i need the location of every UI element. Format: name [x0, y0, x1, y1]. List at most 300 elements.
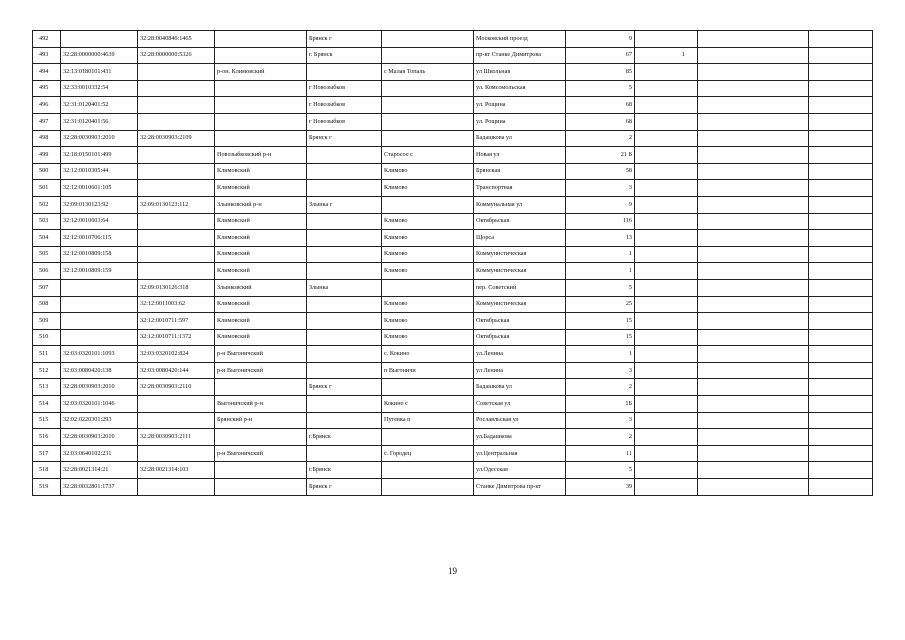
row-number-cell: 515 — [33, 412, 61, 429]
table-row — [33, 246, 873, 263]
street-cell: Рославльская ул — [474, 412, 566, 429]
extra-3-cell — [809, 80, 873, 97]
district-cell: р-н Выгоничский — [215, 346, 307, 363]
street-cell: ул.Ленина — [474, 346, 566, 363]
house-number-cell: 15 — [566, 313, 635, 330]
table-row — [33, 163, 873, 180]
row-number-cell: 495 — [33, 80, 61, 97]
cadastral-number-cell — [61, 279, 138, 296]
extra-3-cell — [809, 296, 873, 313]
cadastral-number-2-cell — [138, 396, 215, 413]
street-cell: Коммунальная ул — [474, 196, 566, 213]
cadastral-number-2-cell — [138, 479, 215, 496]
cadastral-number-2-cell: 32:12:0010711:597 — [138, 313, 215, 330]
cadastral-number-cell: 32:12:0010603:64 — [61, 213, 138, 230]
cadastral-number-2-cell — [138, 445, 215, 462]
extra-3-cell — [809, 213, 873, 230]
extra-2-cell — [698, 246, 809, 263]
city-cell — [307, 412, 382, 429]
extra-2-cell — [698, 279, 809, 296]
city-cell: г Новозыбков — [307, 80, 382, 97]
row-number-cell: 511 — [33, 346, 61, 363]
property-table — [32, 30, 873, 496]
extra-1-cell — [635, 196, 698, 213]
street-cell: ул Ленина — [474, 362, 566, 379]
extra-1-cell — [635, 64, 698, 81]
row-number-cell: 508 — [33, 296, 61, 313]
extra-2-cell — [698, 147, 809, 164]
cadastral-number-2-cell — [138, 163, 215, 180]
extra-1-cell — [635, 445, 698, 462]
district-cell: Новозыбковский р-н — [215, 147, 307, 164]
extra-3-cell — [809, 379, 873, 396]
city-cell: г.Брянск — [307, 429, 382, 446]
street-cell: Транспортная — [474, 180, 566, 197]
district-cell: Климовский — [215, 329, 307, 346]
settlement-cell: Путевка п — [382, 412, 474, 429]
extra-1-cell — [635, 113, 698, 130]
cadastral-number-2-cell: 32:09:0130126:318 — [138, 279, 215, 296]
settlement-cell: Климово — [382, 263, 474, 280]
city-cell: г Новозыбков — [307, 97, 382, 114]
row-number-cell: 514 — [33, 396, 61, 413]
city-cell — [307, 362, 382, 379]
extra-3-cell — [809, 31, 873, 48]
district-cell: Климовский — [215, 246, 307, 263]
extra-1-cell — [635, 246, 698, 263]
city-cell: Злынка — [307, 279, 382, 296]
extra-2-cell — [698, 429, 809, 446]
extra-3-cell — [809, 130, 873, 147]
table-row — [33, 97, 873, 114]
house-number-cell: 25 — [566, 296, 635, 313]
cadastral-number-cell: 32:12:0010601:105 — [61, 180, 138, 197]
district-cell — [215, 80, 307, 97]
street-cell: Коммунистическая — [474, 296, 566, 313]
extra-3-cell — [809, 362, 873, 379]
street-cell: ул. Рощина — [474, 113, 566, 130]
settlement-cell: с. Кокино — [382, 346, 474, 363]
city-cell — [307, 346, 382, 363]
city-cell: г. Брянск — [307, 47, 382, 64]
cadastral-number-2-cell — [138, 230, 215, 247]
extra-2-cell — [698, 196, 809, 213]
district-cell: Климовский — [215, 180, 307, 197]
settlement-cell: Климово — [382, 246, 474, 263]
extra-2-cell — [698, 379, 809, 396]
row-number-cell: 507 — [33, 279, 61, 296]
street-cell: Октябрьская — [474, 213, 566, 230]
row-number-cell: 518 — [33, 462, 61, 479]
extra-3-cell — [809, 429, 873, 446]
settlement-cell — [382, 479, 474, 496]
settlement-cell: с Малая Топаль — [382, 64, 474, 81]
street-cell: Октябрьская — [474, 329, 566, 346]
settlement-cell — [382, 31, 474, 48]
extra-2-cell — [698, 479, 809, 496]
street-cell: Коммунистическая — [474, 246, 566, 263]
cadastral-number-cell: 32:03:0080420:138 — [61, 362, 138, 379]
cadastral-number-cell: 32:28:0030903:2010 — [61, 130, 138, 147]
extra-2-cell — [698, 412, 809, 429]
cadastral-number-cell: 32:02:0220301:293 — [61, 412, 138, 429]
settlement-cell: Кокино с — [382, 396, 474, 413]
district-cell: Климовский — [215, 296, 307, 313]
extra-2-cell — [698, 31, 809, 48]
cadastral-number-cell: 32:28:0021314:21 — [61, 462, 138, 479]
extra-2-cell — [698, 64, 809, 81]
extra-1-cell — [635, 130, 698, 147]
cadastral-number-2-cell — [138, 80, 215, 97]
district-cell — [215, 479, 307, 496]
extra-3-cell — [809, 147, 873, 164]
extra-3-cell — [809, 196, 873, 213]
cadastral-number-cell: 32:28:0030903:2010 — [61, 429, 138, 446]
table-body — [33, 31, 873, 496]
street-cell: Станке Димитрова пр-кт — [474, 479, 566, 496]
district-cell: Климовский — [215, 230, 307, 247]
cadastral-number-cell: 32:31:0120401:56 — [61, 113, 138, 130]
row-number-cell: 500 — [33, 163, 61, 180]
district-cell — [215, 429, 307, 446]
table-row — [33, 213, 873, 230]
cadastral-number-2-cell: 32:03:0320102:824 — [138, 346, 215, 363]
extra-3-cell — [809, 64, 873, 81]
cadastral-number-cell: 32:12:0010809:159 — [61, 263, 138, 280]
cadastral-number-cell — [61, 313, 138, 330]
house-number-cell: 9 — [566, 196, 635, 213]
city-cell: Брянск г — [307, 479, 382, 496]
row-number-cell: 493 — [33, 47, 61, 64]
extra-1-cell — [635, 313, 698, 330]
house-number-cell: 1 — [566, 263, 635, 280]
settlement-cell — [382, 279, 474, 296]
extra-1-cell — [635, 329, 698, 346]
extra-3-cell — [809, 246, 873, 263]
house-number-cell: 15 — [566, 329, 635, 346]
cadastral-number-2-cell: 32:12:0010711:1372 — [138, 329, 215, 346]
house-number-cell: 68 — [566, 113, 635, 130]
row-number-cell: 505 — [33, 246, 61, 263]
extra-3-cell — [809, 412, 873, 429]
house-number-cell: 13 — [566, 230, 635, 247]
extra-1-cell — [635, 180, 698, 197]
district-cell — [215, 97, 307, 114]
table-row — [33, 279, 873, 296]
cadastral-number-2-cell — [138, 147, 215, 164]
table-row — [33, 230, 873, 247]
extra-1-cell — [635, 279, 698, 296]
table-row — [33, 379, 873, 396]
extra-1-cell — [635, 263, 698, 280]
extra-1-cell — [635, 230, 698, 247]
cadastral-number-cell: 32:28:0032801:1737 — [61, 479, 138, 496]
settlement-cell — [382, 196, 474, 213]
table-row — [33, 396, 873, 413]
city-cell: Злынка г — [307, 196, 382, 213]
extra-1-cell — [635, 396, 698, 413]
extra-3-cell — [809, 313, 873, 330]
table-row — [33, 445, 873, 462]
settlement-cell: Климово — [382, 230, 474, 247]
house-number-cell: 5 — [566, 462, 635, 479]
house-number-cell: 21 Б — [566, 147, 635, 164]
extra-2-cell — [698, 296, 809, 313]
city-cell: Брянск г — [307, 130, 382, 147]
cadastral-number-cell: 32:03:0320101:1093 — [61, 346, 138, 363]
table-row — [33, 263, 873, 280]
settlement-cell — [382, 130, 474, 147]
extra-3-cell — [809, 462, 873, 479]
cadastral-number-2-cell: 32:03:0080420:144 — [138, 362, 215, 379]
extra-1-cell — [635, 80, 698, 97]
district-cell — [215, 47, 307, 64]
city-cell: Брянск г — [307, 31, 382, 48]
row-number-cell: 513 — [33, 379, 61, 396]
table-row — [33, 296, 873, 313]
table-row — [33, 80, 873, 97]
street-cell: Бадашкова ул — [474, 379, 566, 396]
cadastral-number-cell: 32:12:0010706:115 — [61, 230, 138, 247]
cadastral-number-2-cell: 32:28:0030903:2111 — [138, 429, 215, 446]
district-cell — [215, 130, 307, 147]
extra-2-cell — [698, 80, 809, 97]
extra-2-cell — [698, 163, 809, 180]
cadastral-number-2-cell: 32:28:0030903:2110 — [138, 379, 215, 396]
cadastral-number-cell: 32:28:0000000:4639 — [61, 47, 138, 64]
district-cell — [215, 379, 307, 396]
cadastral-number-cell: 32:28:0030903:2010 — [61, 379, 138, 396]
table-row — [33, 31, 873, 48]
house-number-cell: 68 — [566, 97, 635, 114]
table-row — [33, 130, 873, 147]
house-number-cell: 85 — [566, 64, 635, 81]
city-cell — [307, 147, 382, 164]
table-row — [33, 329, 873, 346]
row-number-cell: 502 — [33, 196, 61, 213]
district-cell: р-н Выгоничский — [215, 445, 307, 462]
cadastral-number-cell: 32:12:0010305:44 — [61, 163, 138, 180]
city-cell — [307, 213, 382, 230]
row-number-cell: 501 — [33, 180, 61, 197]
street-cell: пр-кт Станке Димитрова — [474, 47, 566, 64]
settlement-cell: Климово — [382, 296, 474, 313]
settlement-cell — [382, 462, 474, 479]
row-number-cell: 497 — [33, 113, 61, 130]
extra-1-cell — [635, 31, 698, 48]
extra-2-cell — [698, 180, 809, 197]
street-cell: Щорса — [474, 230, 566, 247]
extra-1-cell — [635, 147, 698, 164]
street-cell: Московский проезд — [474, 31, 566, 48]
house-number-cell: 58 — [566, 163, 635, 180]
cadastral-number-cell: 32:31:0120401:52 — [61, 97, 138, 114]
settlement-cell: п Выгоничи — [382, 362, 474, 379]
row-number-cell: 499 — [33, 147, 61, 164]
table-row — [33, 313, 873, 330]
table-row — [33, 429, 873, 446]
cadastral-number-2-cell — [138, 412, 215, 429]
district-cell: р-он. Климовский — [215, 64, 307, 81]
district-cell: Климовский — [215, 263, 307, 280]
cadastral-number-2-cell: 32:28:0000000:5326 — [138, 47, 215, 64]
cadastral-number-cell — [61, 31, 138, 48]
table-row — [33, 47, 873, 64]
extra-1-cell — [635, 97, 698, 114]
street-cell: Брянская — [474, 163, 566, 180]
street-cell: пер. Советский — [474, 279, 566, 296]
street-cell: ул. Рощина — [474, 97, 566, 114]
extra-3-cell — [809, 230, 873, 247]
house-number-cell: 1 — [566, 246, 635, 263]
settlement-cell — [382, 97, 474, 114]
extra-3-cell — [809, 47, 873, 64]
cadastral-number-2-cell: 32:28:0040846:1465 — [138, 31, 215, 48]
district-cell: Климовский — [215, 163, 307, 180]
district-cell: Выгоничский р-н — [215, 396, 307, 413]
district-cell: Климовский — [215, 213, 307, 230]
row-number-cell: 519 — [33, 479, 61, 496]
cadastral-number-cell — [61, 296, 138, 313]
house-number-cell: 3 — [566, 180, 635, 197]
row-number-cell: 498 — [33, 130, 61, 147]
table-row — [33, 362, 873, 379]
extra-3-cell — [809, 263, 873, 280]
row-number-cell: 504 — [33, 230, 61, 247]
cadastral-number-cell: 32:18:0150101:499 — [61, 147, 138, 164]
district-cell — [215, 462, 307, 479]
cadastral-number-2-cell — [138, 113, 215, 130]
city-cell — [307, 230, 382, 247]
city-cell — [307, 296, 382, 313]
extra-2-cell — [698, 213, 809, 230]
cadastral-number-2-cell — [138, 246, 215, 263]
street-cell: Октябрьская — [474, 313, 566, 330]
settlement-cell: Климово — [382, 329, 474, 346]
settlement-cell: Климово — [382, 213, 474, 230]
city-cell — [307, 64, 382, 81]
house-number-cell: 2 — [566, 379, 635, 396]
table-row — [33, 147, 873, 164]
extra-3-cell — [809, 329, 873, 346]
cadastral-number-2-cell: 32:28:0030903:2109 — [138, 130, 215, 147]
district-cell: Брянский р-н — [215, 412, 307, 429]
cadastral-number-2-cell — [138, 64, 215, 81]
city-cell: г Новозыбков — [307, 113, 382, 130]
table-row — [33, 196, 873, 213]
district-cell — [215, 113, 307, 130]
house-number-cell: 9 — [566, 31, 635, 48]
city-cell — [307, 313, 382, 330]
city-cell — [307, 396, 382, 413]
settlement-cell — [382, 379, 474, 396]
extra-2-cell — [698, 396, 809, 413]
extra-2-cell — [698, 313, 809, 330]
extra-3-cell — [809, 396, 873, 413]
house-number-cell: 3 — [566, 412, 635, 429]
city-cell — [307, 329, 382, 346]
extra-2-cell — [698, 230, 809, 247]
cadastral-number-2-cell — [138, 180, 215, 197]
extra-1-cell — [635, 362, 698, 379]
district-cell: р-н Выгоничский — [215, 362, 307, 379]
extra-3-cell — [809, 479, 873, 496]
house-number-cell: 11 — [566, 445, 635, 462]
house-number-cell: 2 — [566, 429, 635, 446]
row-number-cell: 516 — [33, 429, 61, 446]
street-cell: ул.Бадашкова — [474, 429, 566, 446]
row-number-cell: 509 — [33, 313, 61, 330]
house-number-cell: 116 — [566, 213, 635, 230]
settlement-cell — [382, 429, 474, 446]
row-number-cell: 512 — [33, 362, 61, 379]
house-number-cell: 1 — [566, 346, 635, 363]
extra-2-cell — [698, 462, 809, 479]
settlement-cell — [382, 80, 474, 97]
extra-2-cell — [698, 329, 809, 346]
extra-2-cell — [698, 346, 809, 363]
extra-1-cell — [635, 462, 698, 479]
extra-3-cell — [809, 163, 873, 180]
extra-2-cell — [698, 263, 809, 280]
city-cell — [307, 180, 382, 197]
row-number-cell: 492 — [33, 31, 61, 48]
table-row — [33, 346, 873, 363]
city-cell: Брянск г — [307, 379, 382, 396]
extra-3-cell — [809, 445, 873, 462]
extra-3-cell — [809, 180, 873, 197]
extra-3-cell — [809, 279, 873, 296]
row-number-cell: 506 — [33, 263, 61, 280]
settlement-cell: Климово — [382, 180, 474, 197]
extra-1-cell — [635, 163, 698, 180]
cadastral-number-cell — [61, 329, 138, 346]
extra-2-cell — [698, 47, 809, 64]
cadastral-number-2-cell — [138, 213, 215, 230]
settlement-cell: с. Городец — [382, 445, 474, 462]
street-cell: ул.Одесская — [474, 462, 566, 479]
table-row — [33, 64, 873, 81]
street-cell: ул Школьная — [474, 64, 566, 81]
cadastral-number-cell: 32:09:0130123:92 — [61, 196, 138, 213]
extra-1-cell — [635, 479, 698, 496]
extra-3-cell — [809, 113, 873, 130]
extra-3-cell — [809, 97, 873, 114]
extra-1-cell — [635, 346, 698, 363]
cadastral-number-2-cell: 32:28:0021314:103 — [138, 462, 215, 479]
district-cell: Климовский — [215, 313, 307, 330]
extra-2-cell — [698, 113, 809, 130]
extra-1-cell: 1 — [635, 47, 698, 64]
street-cell: Коммунистическая — [474, 263, 566, 280]
cadastral-number-cell: 32:13:0180101:431 — [61, 64, 138, 81]
cadastral-number-cell: 32:03:0320101:1046 — [61, 396, 138, 413]
settlement-cell: Климово — [382, 313, 474, 330]
cadastral-number-2-cell: 32:12:0011003:62 — [138, 296, 215, 313]
cadastral-number-2-cell: 32:09:0130123:112 — [138, 196, 215, 213]
district-cell: Злынковский — [215, 279, 307, 296]
house-number-cell: 5 — [566, 279, 635, 296]
district-cell — [215, 31, 307, 48]
house-number-cell: 2 — [566, 130, 635, 147]
page-number: 19 — [448, 566, 457, 576]
table-row — [33, 479, 873, 496]
extra-1-cell — [635, 379, 698, 396]
extra-2-cell — [698, 445, 809, 462]
settlement-cell — [382, 113, 474, 130]
row-number-cell: 496 — [33, 97, 61, 114]
city-cell: г.Брянск — [307, 462, 382, 479]
